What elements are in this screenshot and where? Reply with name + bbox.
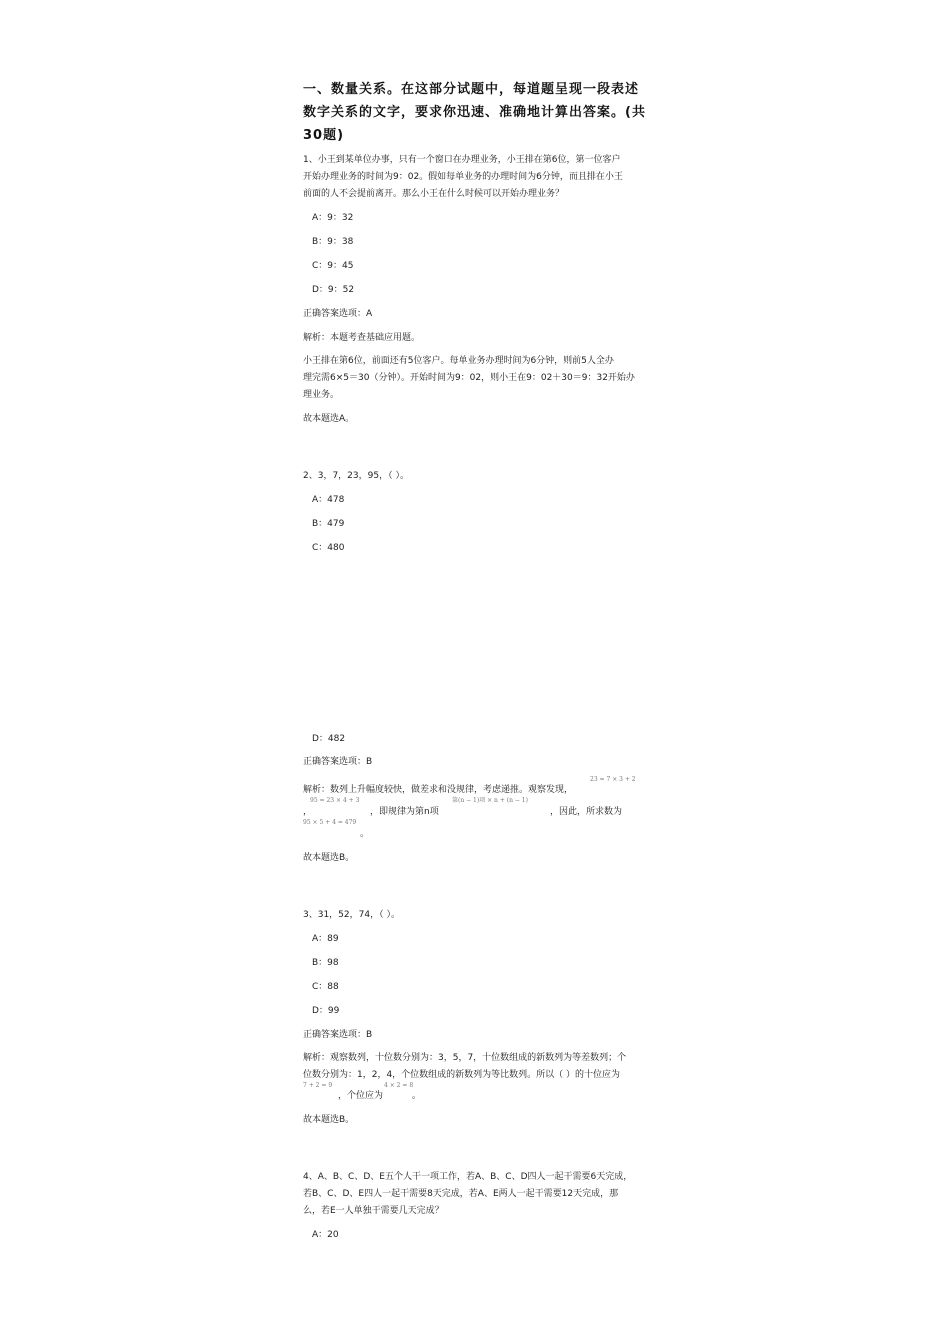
q3-analysis-tail: ，个位应为 — [338, 1091, 384, 1101]
q1-option-b: B：9：38 — [312, 237, 354, 247]
q2-period: 。 — [360, 829, 370, 839]
q1-conclusion: 故本题选A。 — [303, 414, 355, 424]
q1-option-c: C：9：45 — [312, 261, 354, 271]
q3-conclusion: 故本题选B。 — [303, 1115, 355, 1125]
q3-option-a: A：89 — [312, 934, 339, 944]
q4-stem-line-3: 么，若E一人单独干需要几天完成？ — [303, 1206, 444, 1216]
q2-analysis-line: 解析：数列上升幅度较快，做差求和没规律，考虑递推。观察发现， — [303, 785, 574, 795]
q3-option-b: B：98 — [312, 958, 339, 968]
q2-formula-2: 95 = 23 × 4 + 3 — [310, 797, 360, 804]
q3-formula-2: 4 × 2 = 8 — [384, 1082, 414, 1089]
q1-option-a: A：9：32 — [312, 213, 354, 223]
q2-formula-3: 第(n − 1)项 × n + (n − 1) — [452, 797, 528, 804]
q3-answer: 正确答案选项：B — [303, 1030, 373, 1040]
q2-answer: 正确答案选项：B — [303, 757, 373, 767]
q1-analysis-line-3: 理业务。 — [303, 390, 340, 400]
q1-answer: 正确答案选项：A — [303, 309, 373, 319]
q3-analysis-line-1: 解析：观察数列，十位数分别为：3，5，7，十位数组成的新数列为等差数列；个 — [303, 1053, 627, 1063]
q2-option-c: C：480 — [312, 543, 345, 553]
q1-analysis-line-1: 小王排在第6位，前面还有5位客户。每单业务办理时间为6分钟，则前5人全办 — [303, 356, 614, 366]
q1-option-d: D：9：52 — [312, 285, 355, 295]
section-heading-line-3: 30题) — [303, 128, 345, 143]
q3-analysis-line-2: 位数分别为：1，2，4，个位数组成的新数列为等比数列。所以（ ）的十位应为 — [303, 1070, 621, 1080]
q3-period: 。 — [412, 1091, 422, 1101]
q4-stem-line-2: 若B、C、D、E四人一起干需要8天完成，若A、E两人一起干需要12天完成，那 — [303, 1189, 619, 1199]
q2-analysis-end: ，因此，所求数为 — [550, 807, 623, 817]
q3-option-d: D：99 — [312, 1006, 340, 1016]
section-heading-line-1: 一、数量关系。在这部分试题中，每道题呈现一段表述 — [303, 82, 640, 97]
q2-conclusion: 故本题选B。 — [303, 853, 355, 863]
q2-formula-4: 95 × 5 + 4 = 479 — [303, 819, 357, 826]
q2-option-d: D：482 — [312, 734, 346, 744]
q1-stem-line-3: 前面的人不会提前离开。那么小王在什么时候可以开始办理业务？ — [303, 189, 565, 199]
q2-option-b: B：479 — [312, 519, 345, 529]
q2-stem: 2、3，7，23，95，（ ）。 — [303, 471, 409, 481]
q1-analysis-title: 解析：本题考查基础应用题。 — [303, 333, 421, 343]
section-heading-line-2: 数字关系的文字，要求你迅速、准确地计算出答案。(共 — [303, 105, 646, 120]
q1-stem-line-1: 1、小王到某单位办事，只有一个窗口在办理业务，小王排在第6位，第一位客户 — [303, 155, 621, 165]
q3-option-c: C：88 — [312, 982, 339, 992]
q2-option-a: A：478 — [312, 495, 345, 505]
q2-comma: ， — [303, 807, 313, 817]
q4-stem-line-1: 4、A、B、C、D、E五个人干一项工作，若A、B、C、D四人一起干需要6天完成， — [303, 1172, 633, 1182]
q1-stem-line-2: 开始办理业务的时间为9：02。假如每单业务的办理时间为6分钟，而且排在小王 — [303, 172, 623, 182]
q3-stem: 3、31，52，74，（ ）。 — [303, 910, 400, 920]
q2-analysis-mid: ，即规律为第n项 — [370, 807, 439, 817]
q4-option-a: A：20 — [312, 1230, 339, 1240]
q2-formula-1: 23 = 7 × 3 + 2 — [590, 776, 636, 783]
q3-formula-1: 7 + 2 = 9 — [303, 1082, 333, 1089]
q1-analysis-line-2: 理完需6×5＝30（分钟）。开始时间为9：02，则小王在9：02＋30＝9：32开始办 — [303, 373, 635, 383]
